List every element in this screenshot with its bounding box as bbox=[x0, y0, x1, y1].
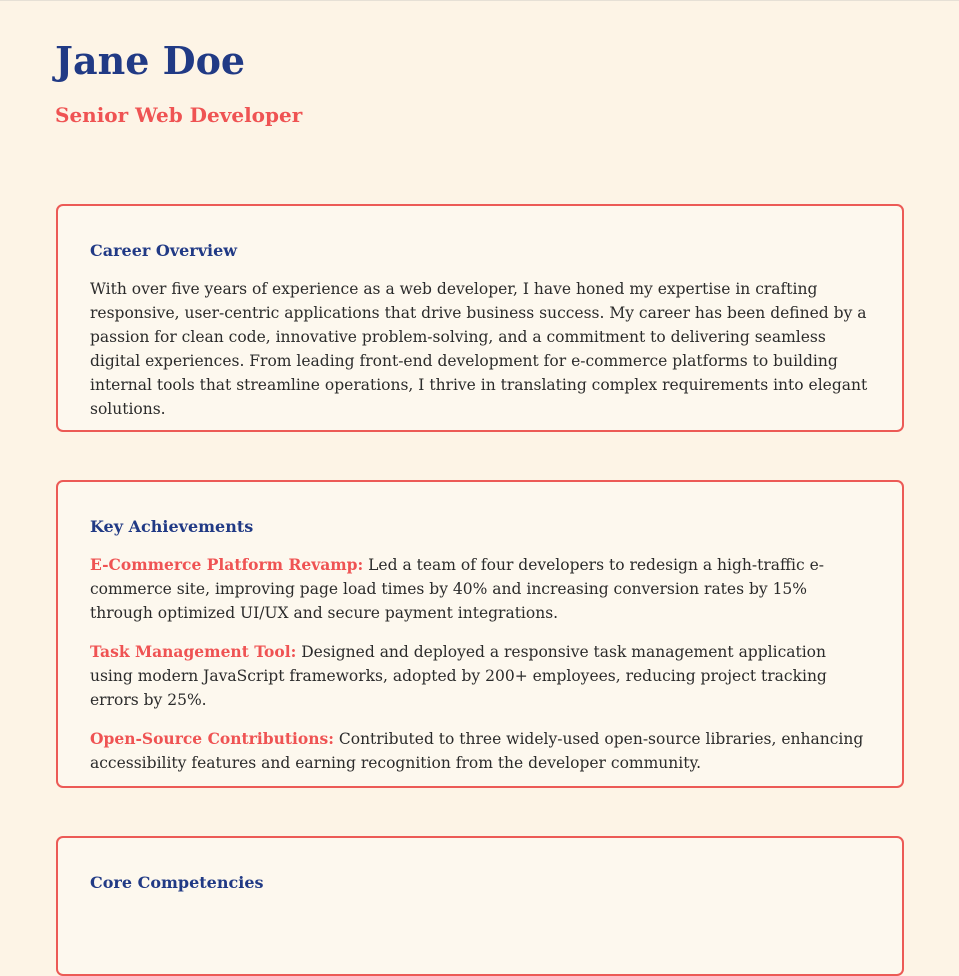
achievement-item bbox=[90, 727, 870, 775]
career-overview-heading: Career Overview bbox=[90, 241, 238, 260]
achievement-item bbox=[90, 553, 870, 625]
achievement-item bbox=[90, 640, 870, 712]
career-overview-text: With over five years of experience as a web developer, I have honed my expertise in crafting responsive, user-centric applications that drive business success. My career has been defined by a passion for clean code, innovative problem-solving, and a commitment to delivering seamless digital experiences. From leading front-end development for e-commerce platforms to building internal tools that streamline operations, I thrive in translating complex requirements into elegant solutions. bbox=[90, 280, 868, 418]
resume-header bbox=[0, 1, 959, 166]
job-title: Senior Web Developer bbox=[55, 103, 303, 127]
person-name: Jane Doe bbox=[55, 38, 246, 83]
achievement-title: Open-Source Contributions: bbox=[90, 729, 334, 748]
achievement-title: E-Commerce Platform Revamp: bbox=[90, 555, 364, 574]
achievement-text: Contributed to three widely-used open-source libraries, enhancing accessibility features and earning recognition from the developer community. bbox=[90, 730, 864, 772]
achievement-text: Led a team of four developers to redesign a high-traffic e-commerce site, improving page load times by 40% and increasing conversion rates by 15% through optimized UI/UX and secure payment integrations. bbox=[90, 556, 824, 622]
achievement-text: Designed and deployed a responsive task management application using modern JavaScript frameworks, adopted by 200+ employees, reducing project tracking errors by 25%. bbox=[90, 643, 827, 709]
core-competencies-heading: Core Competencies bbox=[90, 873, 264, 892]
key-achievements-heading: Key Achievements bbox=[90, 517, 254, 536]
core-competencies-card bbox=[56, 836, 904, 976]
key-achievements-card bbox=[56, 480, 904, 788]
career-overview-card bbox=[56, 204, 904, 432]
achievement-title: Task Management Tool: bbox=[90, 642, 297, 661]
